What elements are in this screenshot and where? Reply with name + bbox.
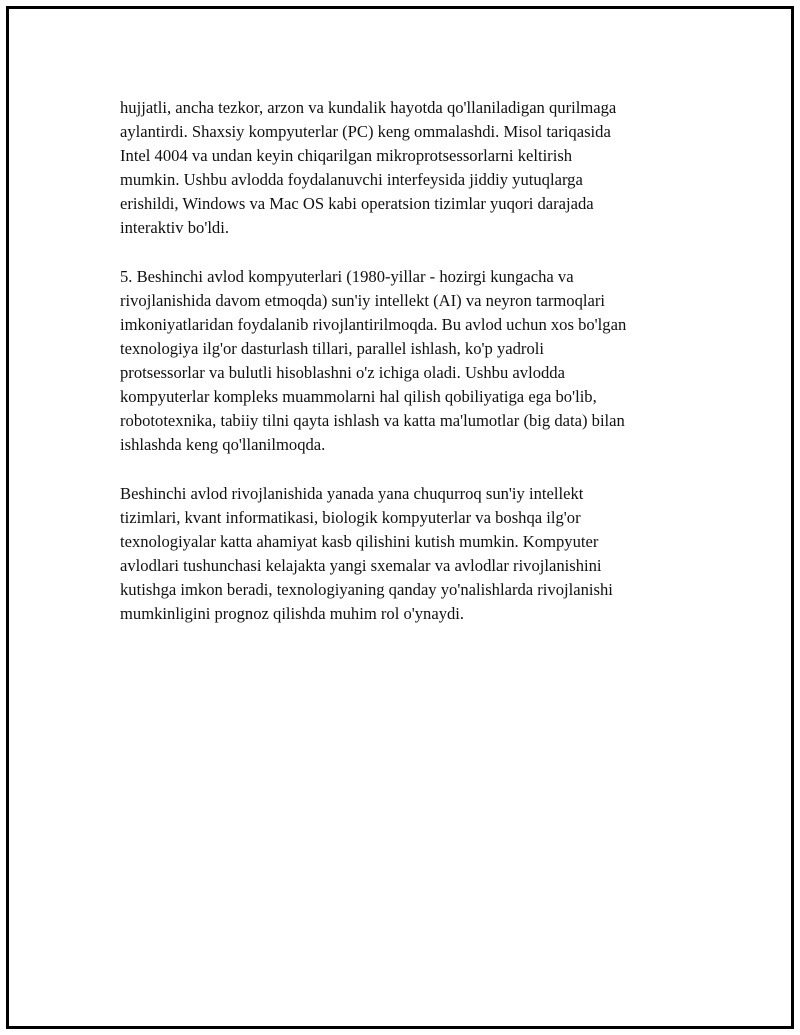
text-line: texnologiya ilg'or dasturlash tillari, parallel ishlash, ko'p yadroli [120,338,544,358]
text-line: texnologiyalar katta ahamiyat kasb qilishini kutish mumkin. Kompyuter [120,531,599,551]
text-line: Beshinchi avlod rivojlanishida yanada yana chuqurroq sun'iy intellekt [120,483,584,503]
document-body [120,96,700,650]
paragraph-fourth-generation-continued [120,96,700,241]
page-frame [6,6,794,1029]
text-line: avlodlari tushunchasi kelajakta yangi sxemalar va avlodlar rivojlanishini [120,555,602,575]
text-line: Intel 4004 va undan keyin chiqarilgan mikroprotsessorlarni keltirish [120,146,573,166]
text-line: mumkin. Ushbu avlodda foydalanuvchi interfeysida jiddiy yutuqlarga [120,170,583,190]
text-line: 5. Beshinchi avlod kompyuterlari (1980-yillar - hozirgi kungacha va [120,266,574,286]
text-line: tizimlari, kvant informatikasi, biologik kompyuterlar va boshqa ilg'or [120,507,581,527]
paragraph-future-outlook [120,482,700,627]
text-line: interaktiv bo'ldi. [120,218,229,238]
text-line: erishildi, Windows va Mac OS kabi operatsion tizimlar yuqori darajada [120,194,594,214]
paragraph-fifth-generation [120,265,700,458]
text-line: rivojlanishida davom etmoqda) sun'iy intellekt (AI) va neyron tarmoqlari [120,290,606,310]
text-line: protsessorlar va bulutli hisoblashni o'z ichiga oladi. Ushbu avlodda [120,363,565,383]
text-line: hujjatli, ancha tezkor, arzon va kundalik hayotda qo'llaniladigan qurilmaga [120,98,617,117]
text-line: kutishga imkon beradi, texnologiyaning qanday yo'nalishlarda rivojlanishi [120,579,613,599]
text-line: imkoniyatlaridan foydalanib rivojlantirilmoqda. Bu avlod uchun xos bo'lgan [120,314,627,334]
text-line: kompyuterlar kompleks muammolarni hal qilish qobiliyatiga ega bo'lib, [120,387,597,407]
text-line: robototexnika, tabiiy tilni qayta ishlash va katta ma'lumotlar (big data) bilan [120,411,625,431]
text-line: aylantirdi. Shaxsiy kompyuterlar (PC) keng ommalashdi. Misol tariqasida [120,122,611,142]
text-line: mumkinligini prognoz qilishda muhim rol o'ynaydi. [120,603,465,623]
text-line: ishlashda keng qo'llanilmoqda. [120,435,326,455]
